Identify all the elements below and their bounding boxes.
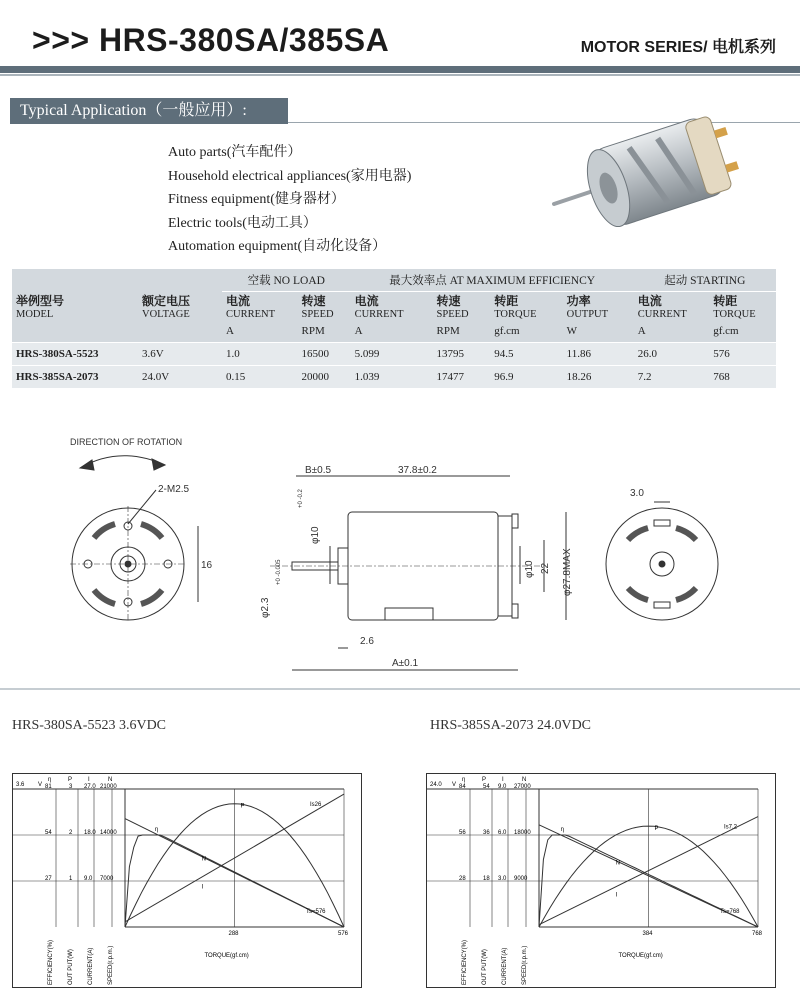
rear-terminal — [654, 602, 670, 608]
x-axis-label: TORQUE(gf.cm) — [618, 953, 663, 959]
value-cell: 13795 — [433, 343, 491, 366]
voltage-header-en: VOLTAGE — [142, 308, 190, 320]
speed-tick: 14000 — [100, 830, 117, 836]
stall-current-label: Is7.2 — [724, 824, 738, 831]
eff-tick: 84 — [459, 784, 466, 790]
header-bar — [0, 66, 800, 73]
output-tick: 18 — [483, 876, 490, 882]
col-header — [351, 292, 433, 321]
terminal — [512, 604, 518, 618]
eff-tick: 54 — [45, 830, 52, 836]
group-no-load: 空载 NO LOAD — [222, 269, 351, 292]
value-cell: 7.2 — [634, 366, 710, 389]
y-axis-label: OUT PUT(W) — [482, 949, 488, 985]
current-tick: 3.0 — [498, 876, 507, 882]
stall-current-label: Is26 — [310, 802, 322, 809]
chart-380sa — [12, 773, 362, 988]
chart-title: HRS-380SA-5523 3.6VDC — [12, 718, 167, 733]
current-tick: 9.0 — [498, 784, 507, 790]
dim-3-0: 3.0 — [630, 488, 644, 499]
speed-tick: 27000 — [514, 784, 531, 790]
screw-label: 2-M2.5 — [158, 484, 190, 495]
value-cell: 11.86 — [563, 343, 634, 366]
model-cell: HRS-385SA-2073 — [12, 366, 138, 389]
group-starting: 起动 STARTING — [634, 269, 776, 292]
model-cell: HRS-380SA-5523 — [12, 343, 138, 366]
table-row — [12, 366, 776, 389]
motor-photo — [548, 100, 744, 240]
chart-385sa — [426, 773, 776, 988]
application-item: Auto parts(汽车配件） — [168, 145, 302, 160]
dim-22: 22 — [540, 562, 551, 574]
table-row — [12, 343, 776, 366]
col-header-cn: 功率 — [566, 294, 591, 308]
dim-10-tol: +0 -0.2 — [298, 489, 304, 508]
col-header — [490, 292, 562, 321]
application-item: Fitness equipment(健身器材） — [168, 192, 345, 207]
value-cell: 1.039 — [351, 366, 433, 389]
unit-cell — [138, 320, 222, 343]
col-header — [563, 292, 634, 321]
section-divider — [0, 688, 800, 690]
unit-cell: A — [354, 325, 363, 337]
efficiency-curve-label: η — [560, 827, 564, 833]
output-tick: 3 — [69, 784, 73, 790]
col-header-cn: 转速 — [436, 294, 461, 308]
col-header-en: CURRENT — [637, 309, 687, 320]
chart-frame — [427, 774, 776, 988]
col-header-en: OUTPUT — [566, 309, 609, 320]
value-cell: 16500 — [298, 343, 351, 366]
voltage-header-cn: 额定电压 — [142, 293, 191, 308]
y-axis-label: OUT PUT(W) — [68, 949, 74, 985]
col-header-en: SPEED — [436, 309, 469, 320]
dim-2-6: 2.6 — [360, 636, 374, 647]
model-header-cn: 举例型号 — [16, 293, 65, 308]
header-bar-line — [0, 74, 800, 76]
output-tick: 2 — [69, 830, 73, 836]
model-header — [12, 292, 138, 321]
application-item: Household electrical appliances(家用电器) — [168, 168, 412, 184]
col-header-cn: 转距 — [713, 294, 738, 308]
current-tick: 27.0 — [84, 784, 96, 790]
chart-title: HRS-385SA-2073 24.0VDC — [430, 718, 592, 733]
eff-tick: 27 — [45, 876, 52, 882]
voltage-cell: 3.6V — [138, 343, 222, 366]
voltage-header — [138, 292, 222, 321]
value-cell: 576 — [709, 343, 776, 366]
col-header — [709, 292, 776, 321]
series-label: MOTOR SERIES/ 电机系列 — [580, 39, 776, 56]
volt-label: 3.6 — [16, 782, 25, 788]
unit-cell: gf.cm — [494, 325, 520, 337]
value-cell: 5.099 — [351, 343, 433, 366]
header-v: V — [38, 782, 43, 788]
unit-cell: W — [566, 325, 578, 337]
dim-phi-10: φ10 — [524, 560, 535, 578]
y-axis-label: SPEED(r.p.m.) — [522, 945, 528, 985]
x-tick: 384 — [642, 931, 653, 937]
header-eff: η — [462, 777, 466, 783]
volt-label: 24.0 — [430, 782, 442, 788]
col-header-cn: 转速 — [301, 294, 326, 308]
header-i: I — [88, 777, 90, 783]
application-list — [168, 141, 411, 259]
application-item: Automation equipment(自动化设备） — [168, 239, 387, 254]
unit-cell: A — [637, 325, 646, 337]
col-header-cn: 转距 — [494, 294, 519, 308]
header-i: I — [502, 777, 504, 783]
table-corner — [138, 269, 222, 292]
stall-torque-label: Ts=576 — [306, 909, 326, 915]
value-cell: 18.26 — [563, 366, 634, 389]
value-cell: 20000 — [298, 366, 351, 389]
dim-b: B±0.5 — [305, 465, 332, 476]
header-v: V — [452, 782, 457, 788]
unit-cell — [12, 320, 138, 343]
technical-drawing — [0, 420, 800, 685]
output-curve-label: P — [654, 826, 659, 833]
group-max-efficiency: 最大效率点 AT MAXIMUM EFFICIENCY — [351, 269, 634, 292]
efficiency-curve-label: η — [154, 827, 159, 833]
rear-terminal — [654, 520, 670, 526]
dim-10: φ10 — [310, 526, 321, 544]
rotation-arrowhead — [152, 459, 165, 470]
value-cell: 0.15 — [222, 366, 298, 389]
speed-tick: 18000 — [514, 830, 531, 836]
col-header-en: TORQUE — [494, 309, 537, 320]
leader-line — [128, 490, 156, 524]
unit-cell: RPM — [436, 325, 460, 337]
output-curve-label: P — [240, 803, 245, 810]
current-tick: 18.0 — [84, 830, 96, 836]
terminal — [512, 514, 518, 528]
bottom-tab — [385, 608, 433, 620]
current-curve-label: I — [201, 884, 204, 891]
application-heading: Typical Application（一般应用）: — [10, 98, 288, 124]
stall-torque-label: Ts=768 — [720, 909, 740, 915]
current-curve-label: I — [615, 892, 618, 899]
x-tick: 288 — [228, 931, 239, 937]
rear-hole — [659, 561, 665, 567]
output-tick: 54 — [483, 784, 490, 790]
value-cell: 96.9 — [490, 366, 562, 389]
y-axis-label: SPEED(r.p.m.) — [108, 945, 114, 985]
value-cell: 26.0 — [634, 343, 710, 366]
y-axis-label: CURRENT(A) — [88, 947, 94, 985]
speed-curve-label: N — [615, 860, 620, 867]
current-tick: 9.0 — [84, 876, 93, 882]
dim-2-3-tol: +0 -0.005 — [276, 559, 282, 585]
application-item: Electric tools(电动工具） — [168, 215, 317, 231]
y-axis-label: CURRENT(A) — [502, 947, 508, 985]
dim-37-8: 37.8±0.2 — [398, 465, 437, 476]
unit-cell: A — [226, 325, 234, 337]
header-p: P — [68, 777, 73, 783]
col-header-en: CURRENT — [354, 309, 404, 320]
y-axis-label: EFFICIENCY(%) — [462, 940, 468, 985]
value-cell: 768 — [709, 366, 776, 389]
value-cell: 17477 — [433, 366, 491, 389]
output-tick: 36 — [483, 830, 490, 836]
col-header — [634, 292, 710, 321]
spec-table — [12, 269, 776, 388]
dim-16: 16 — [201, 560, 213, 571]
speed-curve-label: N — [201, 856, 206, 863]
speed-tick: 9000 — [514, 876, 528, 882]
table-corner — [12, 269, 138, 292]
page-title: >>> HRS-380SA/385SA — [32, 22, 390, 58]
header-n: N — [108, 777, 113, 783]
col-header-cn: 电流 — [354, 294, 379, 308]
unit-cell: gf.cm — [713, 325, 739, 337]
eff-tick: 81 — [45, 784, 52, 790]
unit-cell: RPM — [301, 325, 325, 337]
header-eff: η — [48, 777, 52, 783]
y-axis-label: EFFICIENCY(%) — [48, 940, 54, 985]
col-header-en: TORQUE — [713, 309, 756, 320]
voltage-cell: 24.0V — [138, 366, 222, 389]
value-cell: 94.5 — [490, 343, 562, 366]
speed-tick: 21000 — [100, 784, 117, 790]
rotation-arrowhead — [80, 460, 94, 470]
current-tick: 6.0 — [498, 830, 507, 836]
eff-tick: 28 — [459, 876, 466, 882]
dim-2-3: φ2.3 — [260, 597, 271, 618]
col-header-cn: 电流 — [637, 294, 662, 308]
x-tick: 576 — [338, 931, 349, 937]
col-header-en: SPEED — [301, 309, 334, 320]
model-header-en: MODEL — [16, 308, 54, 320]
x-tick: 768 — [752, 931, 763, 937]
rotation-label: DIRECTION OF ROTATION — [70, 437, 183, 447]
value-cell: 1.0 — [222, 343, 298, 366]
col-header-cn: 电流 — [226, 294, 251, 308]
dim-27-8: φ27.8MAX — [562, 548, 573, 596]
x-axis-label: TORQUE(gf.cm) — [204, 953, 249, 959]
col-header — [222, 292, 298, 321]
header-n: N — [522, 777, 527, 783]
col-header-en: CURRENT — [226, 309, 276, 320]
header-p: P — [482, 777, 487, 783]
speed-tick: 7000 — [100, 876, 114, 882]
eff-tick: 56 — [459, 830, 466, 836]
col-header — [298, 292, 351, 321]
output-tick: 1 — [69, 876, 73, 882]
col-header — [433, 292, 491, 321]
dim-a: A±0.1 — [392, 658, 419, 669]
